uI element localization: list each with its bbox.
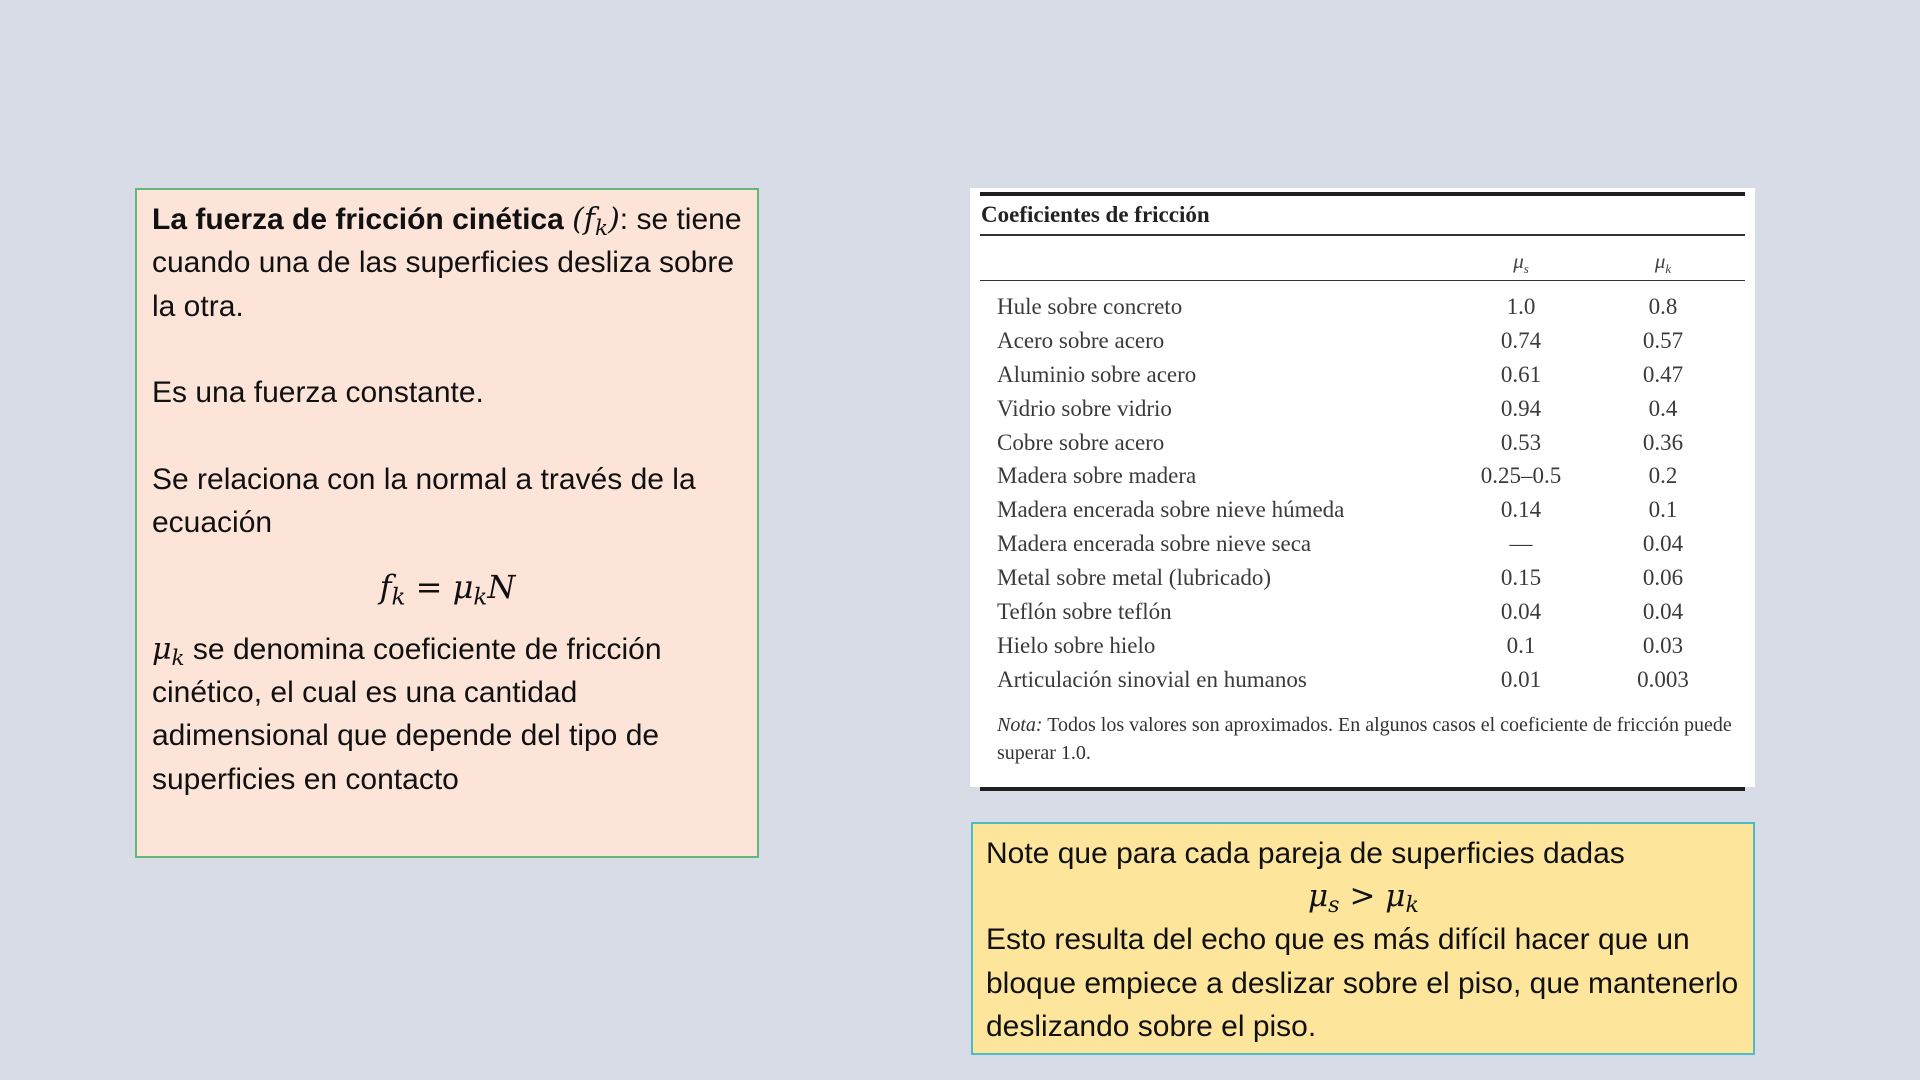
kinetic-friction-explanation-box bbox=[135, 188, 759, 858]
note-text: Todos los valores son aproximados. En algunos casos el coeficiente de fricción puede superar 1.0. bbox=[997, 713, 1732, 764]
mu-s-cell: 0.25–0.5 bbox=[1480, 463, 1562, 489]
mu-k-cell: 0.4 bbox=[1648, 395, 1678, 421]
surface-cell: Madera sobre madera bbox=[997, 463, 1197, 489]
mu-k-cell: 0.04 bbox=[1642, 598, 1684, 624]
header-mu-s: $\mu_s$ bbox=[1513, 249, 1529, 277]
mu-k-cell: 0.8 bbox=[1648, 293, 1678, 319]
intro-symbol: $(f_k)$ bbox=[572, 202, 620, 242]
surface-cell: Acero sobre acero bbox=[997, 327, 1165, 353]
table-row bbox=[978, 426, 1747, 460]
surface-cell: Aluminio sobre acero bbox=[997, 361, 1197, 387]
table-bottom-rule bbox=[980, 787, 1745, 791]
table-row bbox=[978, 561, 1747, 595]
table-body bbox=[978, 281, 1747, 697]
note-label: Nota: bbox=[997, 713, 1043, 736]
mu-k-cell: 0.04 bbox=[1642, 531, 1684, 557]
table-row bbox=[978, 663, 1747, 697]
mu-s-cell: 0.01 bbox=[1500, 666, 1542, 692]
note-line1: Note que para cada pareja de superficies dadas bbox=[986, 837, 1625, 870]
constant-statement: Es una fuerza constante. bbox=[152, 376, 484, 410]
surface-cell: Articulación sinovial en humanos bbox=[997, 666, 1307, 692]
mu-k-cell: 0.47 bbox=[1642, 361, 1684, 387]
mu-s-cell: — bbox=[1509, 531, 1533, 557]
mu-s-cell: 0.94 bbox=[1500, 395, 1542, 421]
table-row bbox=[978, 527, 1747, 561]
surface-cell: Cobre sobre acero bbox=[997, 429, 1165, 455]
table-row bbox=[978, 324, 1747, 358]
table-header-row bbox=[978, 236, 1747, 280]
mu-s-cell: 0.1 bbox=[1506, 632, 1536, 658]
friction-coefficients-table bbox=[970, 188, 1755, 787]
mu-s-cell: 0.74 bbox=[1500, 327, 1542, 353]
table-row bbox=[978, 595, 1747, 629]
note-explanation: Esto resulta del echo que es más difícil hacer que un bloque empiece a deslizar sobre el piso, que mantenerlo deslizando sobre el piso. bbox=[986, 923, 1739, 1043]
mu-s-cell: 0.53 bbox=[1500, 429, 1542, 455]
table-row bbox=[978, 493, 1747, 527]
table-row bbox=[978, 459, 1747, 493]
mu-k-cell: 0.36 bbox=[1642, 429, 1684, 455]
intro-paragraph bbox=[152, 198, 743, 328]
table-note bbox=[978, 697, 1747, 781]
mu-k-cell: 0.1 bbox=[1648, 497, 1678, 523]
mu-s-cell: 1.0 bbox=[1506, 293, 1536, 319]
header-mu-k: $\mu_k$ bbox=[1654, 249, 1672, 277]
intro-rest: : se tiene cuando una de las superficies desliza sobre la otra. bbox=[152, 203, 742, 323]
mu-s-cell: 0.61 bbox=[1500, 361, 1542, 387]
mu-s-cell: 0.04 bbox=[1500, 598, 1542, 624]
mu-k-cell: 0.2 bbox=[1648, 463, 1678, 489]
relation-statement: Se relaciona con la normal a través de la ecuación bbox=[152, 462, 696, 540]
intro-bold-term: La fuerza de fricción cinética bbox=[152, 203, 564, 236]
surface-cell: Madera encerada sobre nieve seca bbox=[997, 531, 1312, 557]
surface-cell: Vidrio sobre vidrio bbox=[997, 395, 1172, 421]
table-row bbox=[978, 358, 1747, 392]
surface-cell: Madera encerada sobre nieve húmeda bbox=[997, 497, 1345, 523]
table-row bbox=[978, 629, 1747, 663]
mu-k-cell: 0.57 bbox=[1642, 327, 1684, 353]
table-row bbox=[978, 290, 1747, 324]
surface-cell: Hule sobre concreto bbox=[997, 293, 1183, 319]
mu-k-cell: 0.03 bbox=[1642, 632, 1684, 658]
surface-cell: Metal sobre metal (lubricado) bbox=[997, 565, 1271, 591]
kinetic-friction-equation: $f_k = \mu_kN$ bbox=[379, 568, 516, 611]
surface-cell: Hielo sobre hielo bbox=[997, 632, 1156, 658]
mu-inequality: $\mu_s > \mu_k$ bbox=[1308, 878, 1419, 919]
mu-k-cell: 0.06 bbox=[1642, 565, 1684, 591]
mu-k-cell: 0.003 bbox=[1637, 666, 1689, 692]
coefficient-description: $\mu_k$ se denomina coeficiente de fricción cinético, el cual es una cantidad adimensional que depende del tipo de superficies en contacto bbox=[152, 631, 662, 796]
surface-cell: Teflón sobre teflón bbox=[997, 598, 1172, 624]
mu-s-cell: 0.15 bbox=[1500, 565, 1542, 591]
static-vs-kinetic-note-box bbox=[971, 822, 1755, 1055]
mu-s-cell: 0.14 bbox=[1500, 497, 1542, 523]
table-title: Coeficientes de fricción bbox=[981, 202, 1210, 227]
mu-k-symbol: $\mu_k$ bbox=[152, 631, 185, 671]
table-row bbox=[978, 392, 1747, 426]
